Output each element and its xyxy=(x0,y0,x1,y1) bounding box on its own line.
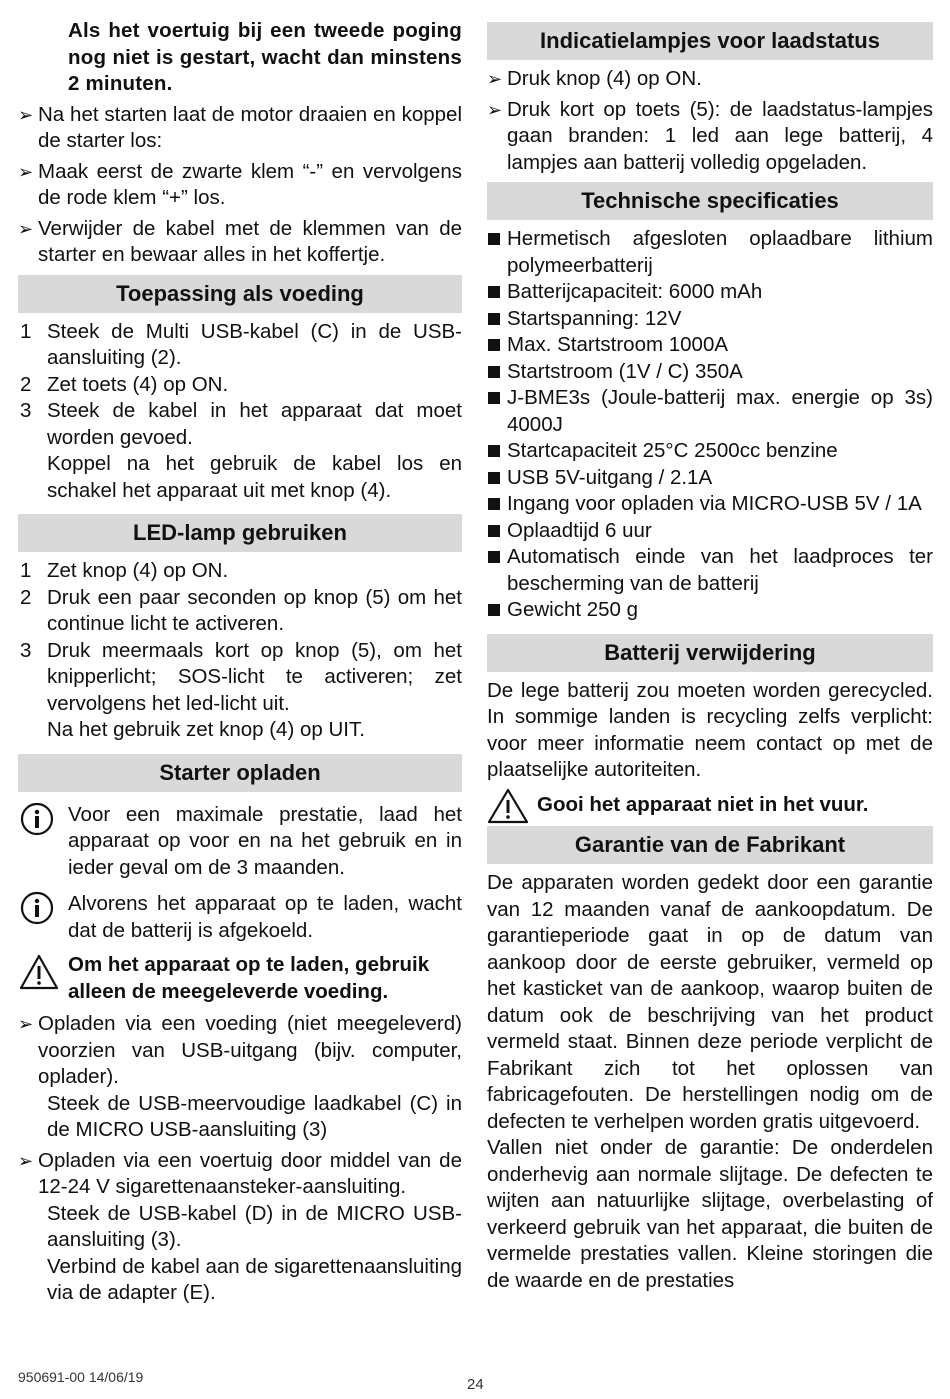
section-title-batterij: Batterij verwijdering xyxy=(487,634,933,672)
square-bullet-icon xyxy=(488,392,500,404)
list-item: ➢ Maak eerst de zwarte klem “-” en vervolgens de rode klem “+” los. xyxy=(18,159,462,209)
page-number: 24 xyxy=(467,1376,484,1393)
square-bullet-icon xyxy=(488,366,500,378)
section-title-indicatie: Indicatielampjes voor laadstatus xyxy=(487,22,933,60)
left-column xyxy=(18,18,462,1307)
list-item: ➢ Druk kort op toets (5): de laadstatus-lampjes gaan branden: 1 led aan lege batterij, 4 lampjes aan batterij volledig opgeladen. xyxy=(487,97,933,174)
list-item: ➢ Opladen via een voeding (niet meegeleverd) voorzien van USB-uitgang (bijv. computer, oplader). xyxy=(18,1012,462,1088)
section-title-tech: Technische specificaties xyxy=(487,182,933,220)
square-bullet-icon xyxy=(488,286,500,298)
arrowhead-bullet-icon: ➢ xyxy=(18,1014,34,1034)
warning-triangle-icon xyxy=(487,788,529,832)
opladen-sub-note: Steek de USB-meervoudige laadkabel (C) in de MICRO USB-aansluiting (3) xyxy=(47,1091,462,1141)
info-circle-icon xyxy=(20,802,54,844)
voeding-note: Koppel na het gebruik de kabel los en schakel het apparaat uit met knop (4). xyxy=(47,452,462,502)
square-bullet-icon xyxy=(488,233,500,245)
list-item: ➢ Verwijder de kabel met de klemmen van de starter en bewaar alles in het koffertje. xyxy=(18,216,462,266)
document-code: 950691-00 14/06/19 xyxy=(18,1369,144,1385)
list-item: 3 Steek de kabel in het apparaat dat moet worden gevoed. xyxy=(20,399,462,449)
list-item: 2 Druk een paar seconden op knop (5) om het continue licht te activeren. xyxy=(20,585,462,635)
list-item: ➢ Na het starten laat de motor draaien en koppel de starter los: xyxy=(18,102,462,152)
arrowhead-bullet-icon: ➢ xyxy=(18,218,34,239)
square-bullet-icon xyxy=(488,445,500,457)
led-note: Na het gebruik zet knop (4) op UIT. xyxy=(47,718,365,741)
arrowhead-bullet-icon: ➢ xyxy=(18,104,34,125)
section-title-led: LED-lamp gebruiken xyxy=(18,514,462,552)
arrowhead-bullet-icon: ➢ xyxy=(487,99,503,120)
list-item: ➢ Druk knop (4) op ON. xyxy=(487,66,933,93)
square-bullet-icon xyxy=(488,525,500,537)
list-item: 2 Zet toets (4) op ON. xyxy=(20,372,229,396)
square-bullet-icon xyxy=(488,313,500,325)
warning-note: Gooi het apparaat niet in het vuur. xyxy=(487,792,933,819)
section-title-voeding: Toepassing als voeding xyxy=(18,275,462,313)
list-item: Startspanning: 12V xyxy=(487,306,933,333)
info-note: Voor een maximale prestatie, laad het apparaat op voor en na het gebruik en in ieder geval om de 3 maanden. xyxy=(18,802,462,882)
list-item: Automatisch einde van het laadproces ter bescherming van de batterij xyxy=(487,544,933,597)
arrowhead-bullet-icon: ➢ xyxy=(18,161,34,182)
garantie-paragraph: Vallen niet onder de garantie: De onderdelen onderhevig aan normale slijtage. De defecten te wijten aan natuurlijke slijtage, overbelasting of verkeerd gebruik van het apparaat, die buiten de vermelde prestaties vallen. Kleine storingen die de waarde en de prestaties xyxy=(487,1136,933,1292)
opladen-sub-note: Steek de USB-kabel (D) in de MICRO USB-aansluiting (3). xyxy=(47,1201,462,1251)
square-bullet-icon xyxy=(488,472,500,484)
list-item: Max. Startstroom 1000A xyxy=(487,332,933,359)
list-item: ➢ Opladen via een voertuig door middel van de 12-24 V sigarettenaansteker-aansluiting. xyxy=(18,1148,462,1198)
section-title-opladen: Starter opladen xyxy=(18,754,462,792)
square-bullet-icon xyxy=(488,551,500,563)
section-title-garantie: Garantie van de Fabrikant xyxy=(487,826,933,864)
opladen-sub-note: Verbind de kabel aan de sigarettenaansluiting via de adapter (E). xyxy=(47,1254,462,1304)
list-item: 1 Zet knop (4) op ON. xyxy=(20,559,229,582)
list-item: Hermetisch afgesloten oplaadbare lithium polymeerbatterij xyxy=(487,226,933,279)
list-item: Oplaadtijd 6 uur xyxy=(487,518,933,545)
batterij-text: De lege batterij zou moeten worden gerecycled. In sommige landen is recycling zelfs verplicht: voor meer informatie neem contact op met de plaatselijke autoriteiten. xyxy=(487,678,933,781)
square-bullet-icon xyxy=(488,604,500,616)
list-item: 1 Steek de Multi USB-kabel (C) in de USB-aansluiting (2). xyxy=(20,319,462,369)
square-bullet-icon xyxy=(488,339,500,351)
intro-warning-text: Als het voertuig bij een tweede poging nog niet is gestart, wacht dan minstens 2 minuten. xyxy=(68,19,462,95)
list-item: Batterijcapaciteit: 6000 mAh xyxy=(487,279,933,306)
garantie-paragraph: De apparaten worden gedekt door een garantie van 12 maanden vanaf de aankoopdatum. De garantieperiode gaat in op de datum van aankoop door de eerste gebruiker, vermeld op het kasticket van de aankoop, waarop buiten de datum ook de beschrijving van het product vermeld staat. Binnen deze periode verplicht de Fabrikant zich tot het oplossen van fabricagefouten. De herstellingen nodig om de defecten te verhelpen worden gratis uitgevoerd. xyxy=(487,871,933,1133)
arrowhead-bullet-icon: ➢ xyxy=(18,1150,34,1171)
list-item: USB 5V-uitgang / 2.1A xyxy=(487,465,933,492)
square-bullet-icon xyxy=(488,498,500,510)
list-item: J-BME3s (Joule-batterij max. energie op 3s) 4000J xyxy=(487,385,933,438)
list-item: 3 Druk meermaals kort op knop (5), om het knipperlicht; SOS-licht te activeren; zet vervolgens het led-licht uit. xyxy=(20,638,462,715)
warning-triangle-icon xyxy=(19,954,59,998)
list-item: Startstroom (1V / C) 350A xyxy=(487,359,933,386)
list-item: Ingang voor opladen via MICRO-USB 5V / 1A xyxy=(487,491,933,518)
warning-note: Om het apparaat op te laden, gebruik alleen de meegeleverde voeding. xyxy=(18,952,462,1005)
list-item: Gewicht 250 g xyxy=(487,597,933,624)
list-item: Startcapaciteit 25°C 2500cc benzine xyxy=(487,438,933,465)
info-note: Alvorens het apparaat op te laden, wacht dat de batterij is afgekoeld. xyxy=(18,891,462,944)
right-column xyxy=(487,18,933,1294)
arrowhead-bullet-icon: ➢ xyxy=(487,69,503,89)
info-circle-icon xyxy=(20,891,54,933)
